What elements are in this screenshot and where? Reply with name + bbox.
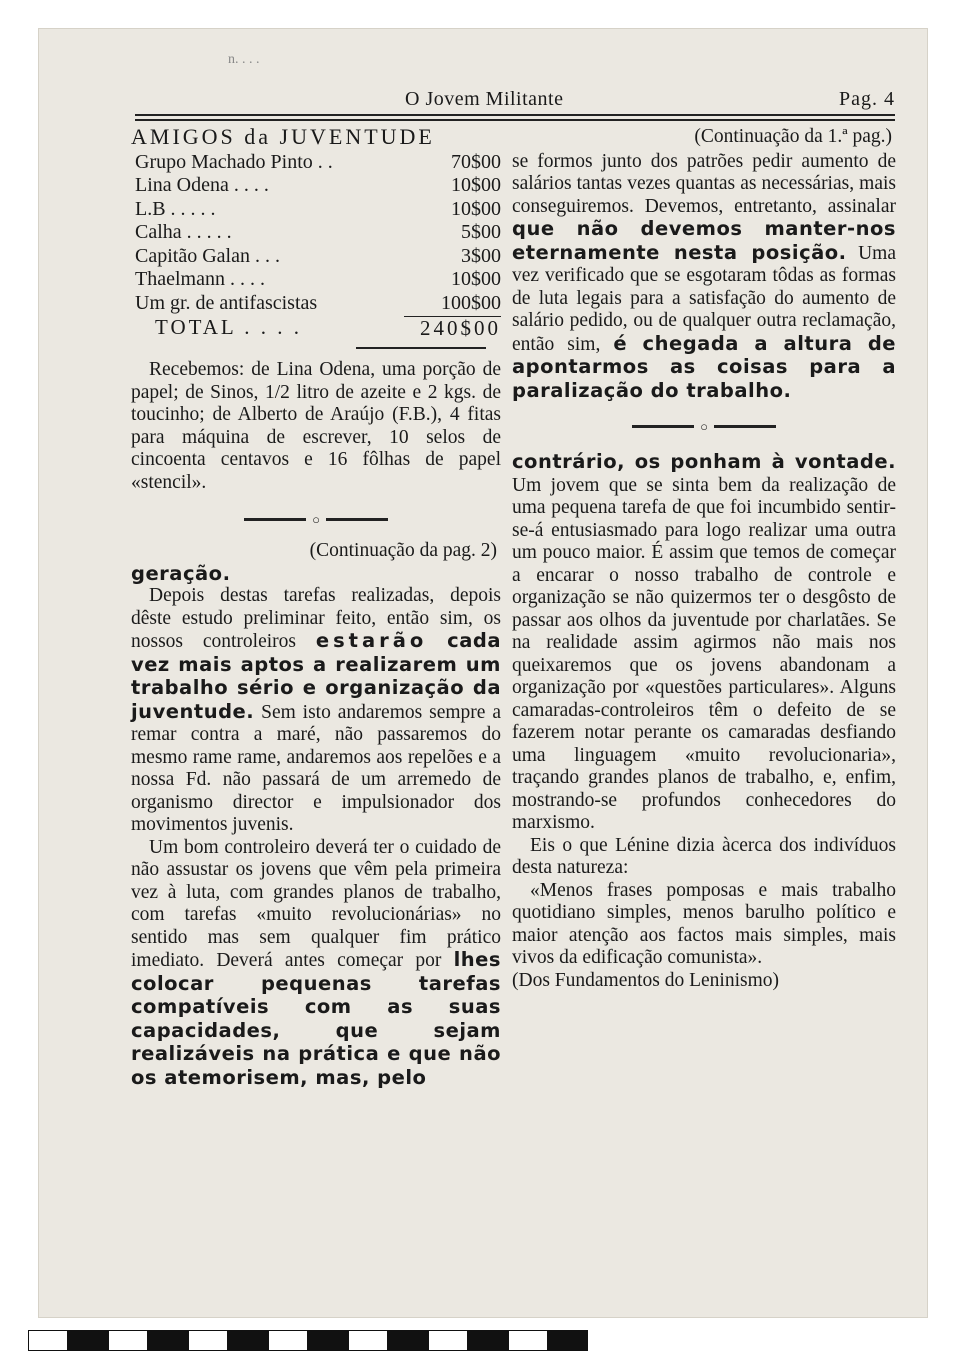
quote-source: (Dos Fundamentos do Leninismo) bbox=[512, 969, 780, 991]
donation-row bbox=[131, 292, 501, 316]
donation-value: 10$00 bbox=[451, 197, 501, 220]
left-column bbox=[131, 126, 501, 1090]
donor-name: Thaelmann . . . . bbox=[135, 268, 265, 291]
donation-row bbox=[131, 151, 501, 175]
page-folio: n. . . . bbox=[228, 52, 260, 67]
total-label: TOTAL . . . . bbox=[155, 314, 302, 339]
header-rule-bottom bbox=[135, 119, 895, 121]
donor-name: Calha . . . . . bbox=[135, 221, 232, 244]
recebemos-paragraph: Recebemos: de Lina Odena, uma porção de papel; de Sinos, 1/2 litro de azeite e 2 kgs. de toucinho; de Alberto de Araújo (F.B.), 4 fitas para máquina de escrever, 10 selos de cincoenta centavos e 16 fôlhas de papel «stencil». bbox=[131, 359, 501, 493]
page-number: Pag. 4 bbox=[839, 88, 895, 110]
donor-name: Capitão Galan . . . bbox=[135, 244, 280, 267]
page-header bbox=[135, 88, 895, 124]
donations-list bbox=[131, 151, 501, 340]
ornament-divider: ○ bbox=[131, 508, 501, 530]
header-rule bbox=[135, 114, 895, 116]
donation-row bbox=[131, 198, 501, 222]
donation-row bbox=[131, 245, 501, 269]
donation-value: 5$00 bbox=[461, 221, 501, 244]
donation-total bbox=[131, 316, 501, 340]
continuation-first-word: geração. bbox=[131, 561, 231, 585]
scale-ruler bbox=[28, 1330, 628, 1351]
total-value: 240$00 bbox=[404, 316, 501, 340]
amigos-heading: AMIGOS da JUVENTUDE bbox=[131, 124, 435, 149]
continuation-label: (Continuação da 1.ª pag.) bbox=[694, 126, 892, 147]
donation-value: 100$00 bbox=[441, 292, 501, 315]
article-paragraph: Depois destas tarefas realizadas, depois dêste estudo preliminar feito, então sim, os nossos controleiros estarão cada vez mais aptos a realizarem um trabalho sério e organização da juventude. Sem isto andaremos sempre a remar contra a maré, não passaremos do mesmo rame rame, andaremos aos repelões e a nossa Fd. não passará de um arremedo de organismo director e impulsionador dos movimentos juvenis. bbox=[131, 585, 502, 836]
donation-value: 70$00 bbox=[451, 150, 501, 173]
donation-row bbox=[131, 174, 501, 198]
ornament-divider: ○ bbox=[512, 415, 896, 437]
donation-value: 10$00 bbox=[451, 268, 501, 291]
lenin-quote: «Menos frases pomposas e mais trabalho quotidiano simples, menos barulho político e maior atenção aos factos mais simples, mais vivos da edificação comunista». bbox=[512, 879, 896, 968]
donor-name: Um gr. de antifascistas bbox=[135, 292, 318, 315]
article-paragraph: Eis o que Lénine dizia àcerca dos indivíduos desta natureza: bbox=[512, 834, 896, 878]
article-paragraph: Um bom controleiro deverá ter o cuidado de não assustar os jovens que vêm pela primeira vez à luta, com grandes planos de trabalho, com tarefas «muito revolucionárias» no sentido mas sem qualquer fim prático imediato. Deverá antes começar por lhes colocar pequenas tarefas compatíveis com as suas capacidades, que sejam realizáveis na prática e que não os atemorisem, mas, pelo bbox=[131, 836, 501, 1089]
donor-name: L.B . . . . . bbox=[135, 197, 216, 220]
donation-row bbox=[131, 221, 501, 245]
section-divider bbox=[356, 347, 486, 349]
donor-name: Lina Odena . . . . bbox=[135, 174, 269, 197]
newspaper-title: O Jovem Militante bbox=[405, 88, 564, 110]
donation-row bbox=[131, 268, 501, 292]
article-paragraph: se formos junto dos patrões pedir aumento de salários tantas vezes quantas as necessárias, mais conseguiremos. Devemos, entretanto, assinalar que não devemos manter-nos eternamente nesta posição. Uma vez verificado que se esgotaram tôdas as formas de luta legais para a satisfação do aumento de salário pedido, ou de qualquer outra reclamação, então sim, é chegada a altura de apontarmos as coisas para a paralização do trabalho. bbox=[512, 150, 896, 402]
donation-value: 10$00 bbox=[451, 174, 501, 197]
donor-name: Grupo Machado Pinto . . bbox=[135, 150, 333, 173]
continuation-label: (Continuação da pag. 2) bbox=[309, 540, 497, 562]
donation-value: 3$00 bbox=[461, 244, 501, 267]
right-column bbox=[512, 126, 896, 992]
article-paragraph: contrário, os ponham à vontade. Um jovem que se sinta bem da realização de uma pequena tarefa de que foi incumbido sentir-se-á entusiasmado para logo realizar uma outra um pouco maior. É assim que temos de começar a encarar o nosso trabalho de controle e organização se não quizermos ter o desgôsto de passar aos olhos da juventude por charlatães. Se na realidade assim agirmos não mais nos queixaremos que os jovens abandonam a organização por «questões particulares». Alguns camaradas-controleiros têm o defeito de se fazerem notar perante os camaradas desfiando uma linguagem «muito revolucionaria», traçando grandes planos de trabalho, e, enfim, mostrando-se profundos conhecedores do marxismo. bbox=[512, 450, 896, 833]
